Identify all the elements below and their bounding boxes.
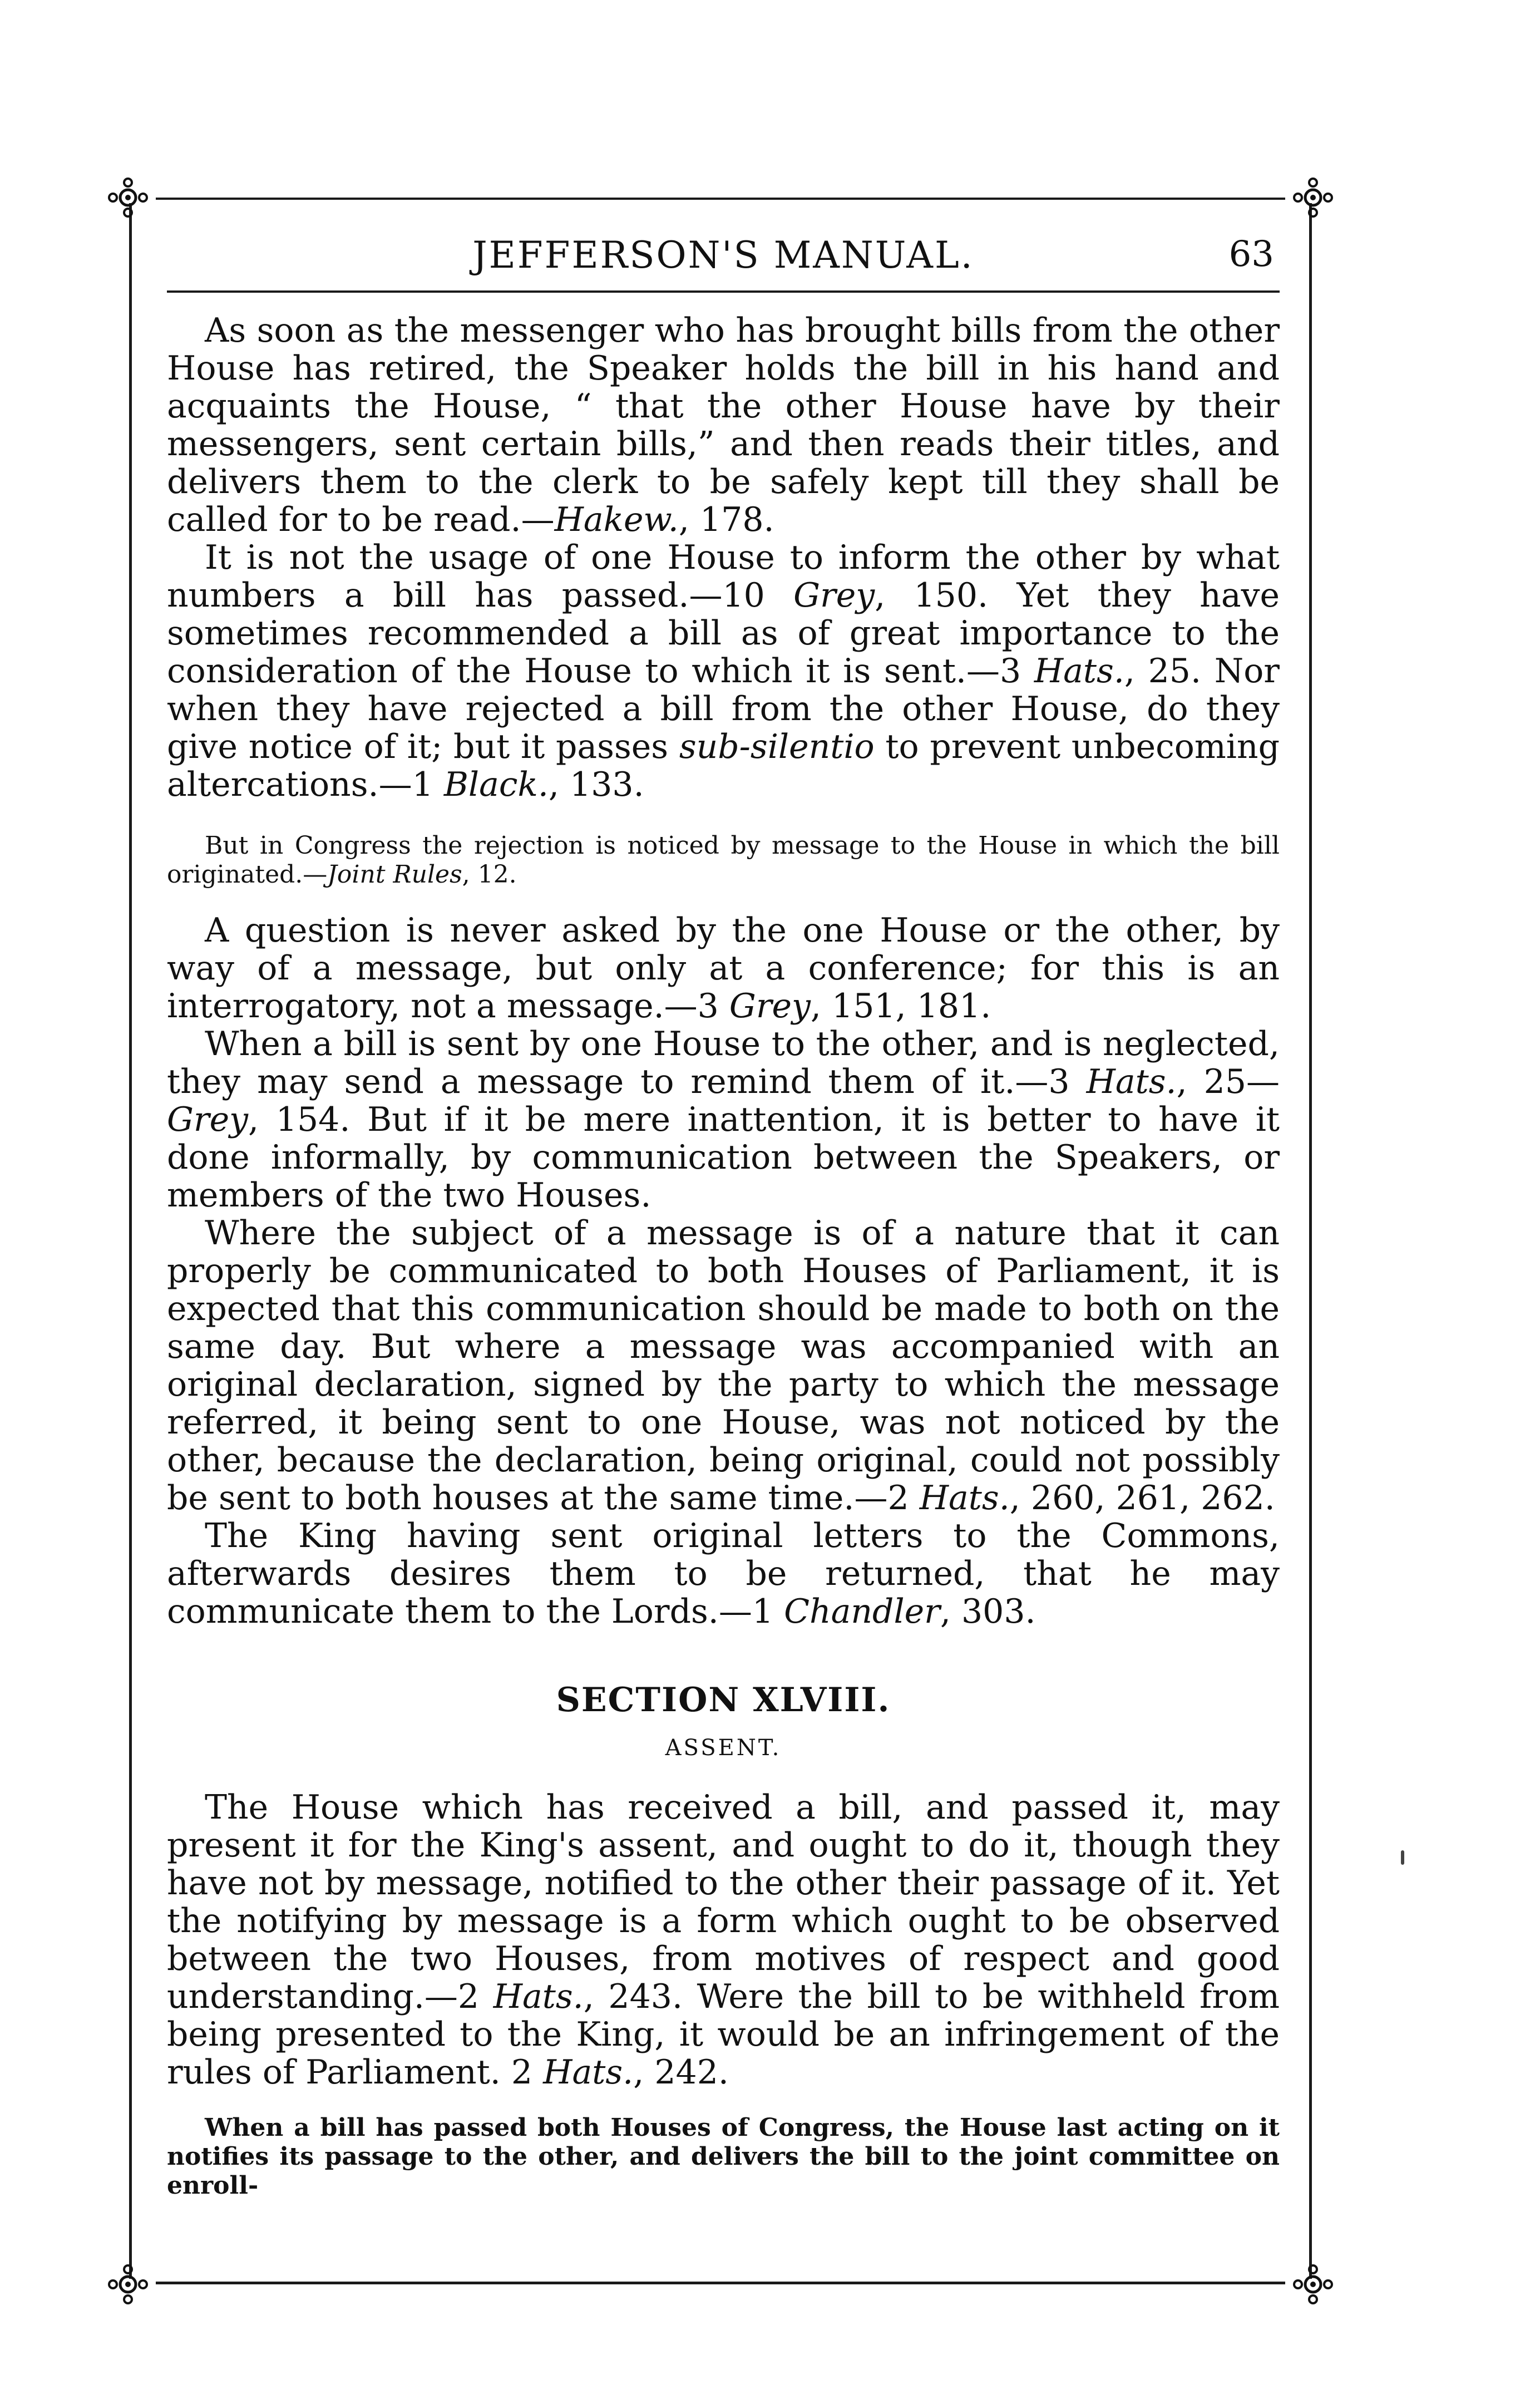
footnote-congress-rejection: But in Congress the rejection is noticed by message to the House in which the bill originated.—Joint Rules, 12. <box>167 831 1280 889</box>
section-heading: SECTION XLVIII. <box>556 1681 891 1720</box>
fleuron-corner-icon <box>1288 2259 1338 2309</box>
border-rule-right <box>1309 203 1312 2279</box>
running-title: JEFFERSON'S MANUAL. <box>472 234 974 277</box>
paragraph-king-letters: The King having sent original letters to the Commons, afterwards desires them to be returned, that he may communicate them to the Lords.—1 Chandler, 303. <box>167 1516 1280 1631</box>
print-speck <box>1401 1850 1404 1865</box>
footnote-enrollment: When a bill has passed both Houses of Congress, the House last acting on it notifies its passage to the other, and delivers the bill to the joint committee on enroll- <box>167 2114 1280 2200</box>
paragraph-question: A question is never asked by the one House or the other, by way of a message, but only at a conference; for this is an interrogatory, not a message.—3 Grey, 151, 181. <box>167 911 1280 1026</box>
paragraph-assent: The House which has received a bill, and passed it, may present it for the King's assent, and ought to do it, though they have not by message, notified to the other their passage of it. Yet the notifying by message is a form which ought to be observed between the two Houses, from motives of respect and good understanding.—2 Hats., 243. Were the bill to be withheld from being presented to the King, it would be an infringement of the rules of Parliament. 2 Hats., 242. <box>167 1788 1280 2092</box>
page-number: 63 <box>1228 234 1274 275</box>
fleuron-corner-icon <box>103 173 153 223</box>
page-header <box>167 234 1280 289</box>
border-rule-top <box>156 198 1285 200</box>
section-subheading: ASSENT. <box>665 1735 782 1761</box>
fleuron-corner-icon <box>1288 173 1338 223</box>
paragraph-messenger: As soon as the messenger who has brought bills from the other House has retired, the Speaker holds the bill in his hand and acquaints the House, “ that the other House have by their messengers, sent certain bills,” and then reads their titles, and delivers them to the clerk to be safely kept till they shall be called for to be read.—Hakew., 178. <box>167 311 1280 539</box>
fleuron-corner-icon <box>103 2259 153 2309</box>
paragraph-usage: It is not the usage of one House to inform the other by what numbers a bill has passed.—10 Grey, 150. Yet they have sometimes recommended a bill as of great importance to the consideration of the House to which it is sent.—3 Hats., 25. Nor when they have rejected a bill from the other House, do they give notice of it; but it passes sub-silentio to prevent unbecoming altercations.—1 Black., 133. <box>167 538 1280 804</box>
paragraph-message-subject: Where the subject of a message is of a nature that it can properly be communicated to both Houses of Parliament, it is expected that this communication should be made to both on the same day. But where a message was accompanied with an original declaration, signed by the party to which the message referred, it being sent to one House, was not noticed by the other, because the declaration, being original, could not possibly be sent to both houses at the same time.—2 Hats., 260, 261, 262. <box>167 1214 1280 1518</box>
border-rule-bottom <box>156 2282 1285 2284</box>
header-rule <box>167 290 1280 293</box>
border-rule-left <box>129 203 132 2279</box>
page-body <box>167 312 1280 2200</box>
paragraph-neglected-bill: When a bill is sent by one House to the other, and is neglected, they may send a message to remind them of it.—3 Hats., 25—Grey, 154. But if it be mere inattention, it is better to have it done informally, by communication between the Speakers, or members of the two Houses. <box>167 1024 1280 1215</box>
